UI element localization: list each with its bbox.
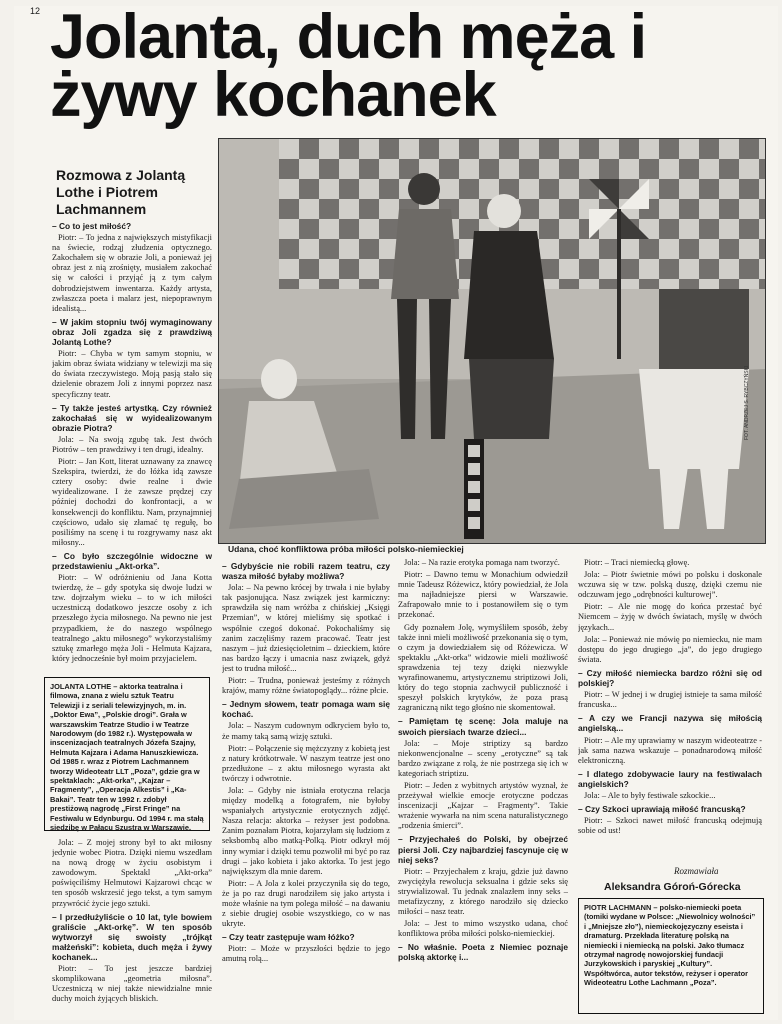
interview-answer: Piotr: – Przyjechałem z kraju, gdzie już dawno zwyciężyła rewolucja seksualna i gdzie seks się strywializował. Tu jednak znalazłem inny seks – metafizyczny, z którego narodziło się dziecko miłości – nasz teatr. — [398, 866, 568, 917]
interview-question: – Gdybyście nie robili razem teatru, czy wasza miłość byłaby możliwa? — [222, 561, 390, 582]
interview-answer: Jola: – Jest to mimo wszystko udana, choć konfliktowa próba miłości polsko-niemieckiej. — [398, 919, 568, 939]
interview-answer: Piotr: – To jedna z największych mistyfikacji na świecie, rodząj złudzenia optycznego. Zakochałem się w obrazie Joli, a ponieważ jej obraz jest z nią zrośnięty, musiałem zakochać się w całości i przyjąć ją z tym całym dobrodziejstwem inwentarza. Każdy artysta, zwłaszcza poeta i malarz jest, niepoprawnym idealistą... — [52, 233, 212, 313]
interview-answer: Jola: – Na swoją zgubę tak. Jest dwóch Piotrów – ten prawdziwy i ten drugi, idealny. — [52, 434, 212, 454]
interview-answer: Jola: – Gdyby nie istniała erotyczna relacja między modelką a fotografem, nie byłoby wspaniałych artystycznie erotycznych zdjęć. Nasza relacja: aktorka – reżyser jest podobna. Zanim poznałam Piotra, kojarzyłam się ludziom z seksbombą albo matką-Polką. Piotr odkrył mój inny wymiar i dzięki temu pozwolił mi być po raz drugi – jako kobieta i jako aktorka. To jest jego największym dla mnie darem. — [222, 785, 390, 876]
interview-question: – Co to jest miłość? — [52, 221, 132, 231]
film-strip — [464, 439, 484, 539]
interview-answer: Jola: – Ale to były festiwale szkockie... — [584, 790, 716, 800]
interview-answer: Piotr: – Dawno temu w Monachium odwiedził mnie Tadeusz Różewicz, który powiedział, że Jola ma najładniejsze piersi w Warszawie. Zafrapowało mnie to i postanowiłem się o tym przekonać. — [398, 570, 568, 620]
interview-answer: Piotr: – W odróżnieniu od Jana Kotta twierdzę, że – gdy spotyka się dwoje ludzi w tzw. dojrzałym wieku – to w ich miłości uczestniczą dodatkowo jeszcze osoby z ich przeszłego życia miłosnego. Na pewno nie jest przypadkiem, że do naszego wspólnego teatralnego „aktu miłosnego” wykorzystaliśmy sztukę zmarłego męża Joli - Helmuta Kajzara, który jednocześnie był moim przyjacielem. — [52, 573, 212, 663]
interview-answer: Piotr: – Trudna, ponieważ jesteśmy z różnych krajów, mamy różne światopoglądy... różne płcie. — [222, 676, 390, 696]
bio-box-piotr — [578, 898, 764, 1014]
interview-answer: Jola: – Piotr świetnie mówi po polsku i doskonale wczuwa się w tzw. polską duszę, dzięki czemu nie odczuwam jego „odrębności kulturowej”. — [578, 570, 762, 600]
bio-piotr-text: PIOTR LACHMANN – polsko-niemiecki poeta (tomiki wydane w Polsce: „Niewolnicy wolności” i „Mniejsze zło”), niemieckojęzyczny eseista i dramaturg. Przekłada literaturę polską na niemiecki i niemiecką na polski. Jako tłumacz otrzymał nagrodę nowojorskiej fundacji Jurzykowskich i paryskiej „Kultury”. Współtwórca, autor tekstów, reżyser i operator Wideoteatru Lothe Lachmann „Poza”. — [584, 903, 756, 988]
interview-answer: Piotr: – To jest jeszcze bardziej skomplikowana „geometria miłosna”. Uczestniczą w niej także niewidzialne mnie duchy moich żyjących bliskich. — [52, 964, 212, 1004]
interview-question: – I dlatego zdobywacie laury na festiwalach angielskich? — [578, 768, 762, 789]
article-photo — [218, 138, 766, 544]
interview-question: – Co było szczególnie widoczne w przedstawieniu „Akt-orka”. — [52, 550, 212, 571]
interview-question: – Pamiętam tę scenę: Jola maluje na swoich piersiach twarze dzieci... — [398, 716, 568, 737]
article-column-1-bottom — [52, 838, 212, 1016]
interview-answer: Piotr: – Ale nie mogę do końca przestać być Niemcem – żyję w dwóch światach, myślę w dwóch językach... — [578, 602, 762, 632]
interview-answer: Jola: – Ponieważ nie mówię po niemiecku, nie mam dostępu do jego drugiego „ja”, do jego drugiego świata. — [578, 634, 762, 664]
headline: Jolanta, duch męża i żywy kochanek — [50, 2, 647, 130]
interview-question: – A czy we Francji nazywa się miłością angielską... — [578, 713, 762, 734]
page-number: 12 — [30, 6, 41, 16]
interview-question: – No właśnie. Poeta z Niemiec poznaje polską aktorkę i... — [398, 942, 568, 963]
article-column-3 — [398, 558, 568, 1016]
interview-answer: Piotr: – Jeden z wybitnych artystów wyznał, że przeżywał wielkie emocje erotyczne podczas inscenizacji „Kajzar – Fragmenty”. Takie wrażenie wywarła na nim scena naturalistycznego „rodzenia śmierci”. — [398, 780, 568, 831]
article-column-4 — [578, 558, 762, 864]
interview-answer: Jola: – Naszym cudownym odkryciem było to, że mamy taką samą wizję sztuki. — [222, 721, 390, 741]
interview-answer: Piotr: – Ale my uprawiamy w naszym wideoteatrze - jak sama nazwa wskazuje – ponadnarodową miłość elektroniczną. — [578, 735, 762, 765]
interview-answer: Piotr: – Połączenie się mężczyzny z kobietą jest z natury krótkotrwałe. W naszym teatrze jest ono przedłużone – z aktu miłosnego wyrasta akt twórczy i odwrotnie. — [222, 743, 390, 783]
photo-illustration — [219, 139, 765, 543]
interview-answer: Jola: – Na razie erotyka pomaga nam tworzyć. — [404, 558, 560, 567]
interview-answer: Jola: – Moje striptizy są bardzo niekonwencjonalne – sceny „erotyczne” są tak bardzo związane z rolą, że nie postrzega się ich w kategoriach striptizu. — [398, 738, 568, 778]
interview-question: – Czy miłość niemiecka bardzo różni się od polskiej? — [578, 667, 762, 689]
interview-answer: Piotr: – W jednej i w drugiej istnieje ta sama miłość francuska... — [578, 690, 762, 710]
article-column-2 — [222, 558, 390, 1016]
interview-answer: Jola: – Na pewno krócej by trwała i nie byłaby tak pasjonująca. Nasz związek jest karmiczny: sprawdziła się nam wróżba z chińskiej „Księgi Przemian”, w której mieliśmy się spotkać i wspólnie czegoś dokonać. Pokochaliśmy się zanim zaczęliśmy razem pracować. Teatr jest naszym – już dziesięcioletnim – dzieckiem, które nas bardzo łączy i umacnia nasz związek, gdyż jest to trudna miłość... — [222, 583, 390, 673]
interview-question: – Jednym słowem, teatr pomaga wam się kochać. — [222, 699, 390, 720]
interview-answer: Piotr: – A Jola z kolei przyczyniła się do tego, że ja po raz drugi narodziłem się jako artysta i może właśnie na tym polega miłość – na dawaniu z siebie drugiej osobie wszystkiego, co w nas ukryte. — [222, 878, 390, 929]
interview-question: – W jakim stopniu twój wymaginowany obraz Joli zgadza się z prawdziwą Jolantą Lothe? — [52, 316, 212, 348]
article-column-1 — [52, 218, 212, 670]
photo-credit: FOT. ANDRZEJ S. RYBCZYŃSKI — [744, 365, 750, 440]
interview-answer: Piotr: – Traci niemiecką głowę. — [584, 558, 690, 567]
signature-label: Rozmawiała — [674, 866, 719, 876]
photo-caption: Udana, choć konfliktowa próba miłości polsko-niemieckiej — [228, 544, 464, 554]
interview-question: – I przedłużyliście o 10 lat, tyle bowiem graliście „Akt-orkę”. W ten sposób wytworzył się swoisty „trójkąt małżeński”: kobieta, duch męża i żywy kochanek... — [52, 911, 212, 963]
interview-question: – Czy Szkoci uprawiają miłość francuską? — [578, 804, 746, 815]
interview-answer: Jola: – Z mojej strony był to akt miłosny jedynie wobec Piotra. Dzięki niemu wszedłam na nową drogę w życiu osobistym i zawodowym. Spektakl „Akt-orka” poświęciliśmy Helmutowi Kajzarowi chcąc w ten sposób wskrzesić jego tekst, a tym samym przywrócić życie jego sztuki. — [52, 838, 212, 908]
interview-answer: Piotr: – Szkoci nawet miłość francuską odejmują sobie od ust! — [578, 816, 762, 836]
interview-answer: Piotr: – Chyba w tym samym stopniu, w jakim obraz świata widziany w telewizji ma się do świata rzeczywistego. Moją pasją stało się dzielenie obrazem Joli z innymi poprzez nasz specyficzny teatr. — [52, 349, 212, 399]
interview-answer: Gdy poznałem Jolę, wymyśliłem sposób, żeby także inni mieli możliwość przekonania się o tym, o czym ja dowiedziałem się od Różewicza. W spektaklu „Akt-orka” widzowie mieli możliwość sprawdzenia tej tezy dzięki niezwykle wyrafinowanemu, artystycznemu striptizowi Joli, który do tego stopnia zachwycił publiczność i speszył polskich krytyków, że poza prasą zagraniczną nikt tego głośno nie skomentował. — [398, 622, 568, 713]
interview-question: – Przyjechałeś do Polski, by obejrzeć piersi Joli. Czy najbardziej fascynuje cię w niej seks? — [398, 834, 568, 865]
interview-answer: Piotr: – Jan Kott, literat uznawany za znawcę Szekspira, twierdzi, że do łóżka idą zawsze cztery osoby: dwie realne i dwie wyidealizowane. I że zawsze prędzej czy później dochodzi do konfrontacji, a w konsekwencji do konfliktu. Nam, przynajmniej częściowo, udało się złamać tę regułę, bo posiliśmy na scenę i tu rozgrywamy nasz akt miłosny... — [52, 457, 212, 547]
article-author: Aleksandra Góroń-Górecka — [604, 881, 741, 893]
subtitle: Rozmowa z Jolantą Lothe i Piotrem Lachmannem — [56, 167, 186, 217]
bio-jolanta-text: JOLANTA LOTHE – aktorka teatralna i filmowa, znana z wielu sztuk Teatru Telewizji i z seriali telewizyjnych, m. in. „Doktor Ewa”, „Polskie drogi”. Grała w warszawskim Teatrze Studio i w Teatrze Narodowym (do 1982 r.). Występowała w inscenizacjach teatralnych Józefa Szajny, Helmuta Kajzara i Adama Hanuszkiewicza. Od 1985 r. wraz z Piotrem Lachmannem tworzy Wideoteatr LLT „Poza”, gdzie gra w spektaklach: „Akt-orka”, „Kajzar – Fragmenty”, „Operacja Alkestis” i „Ka-Bakai”. Teatr ten w 1992 r. zdobył prestiżową nagrodę „First Fringe” na Festiwalu w Edynburgu. Od 1994 r. ma stałą siedzibę w Pałacu Szustra w Warszawie. — [50, 682, 204, 833]
interview-question: – Ty także jesteś artystką. Czy również zakochałaś się w wyidealizowanym obrazie Piotra? — [52, 402, 212, 433]
interview-answer: Piotr: – Może w przyszłości będzie to jego amutną rolą... — [222, 944, 390, 964]
bio-box-jolanta — [44, 677, 210, 831]
interview-question: – Czy teatr zastępuje wam łóżko? — [222, 932, 355, 943]
